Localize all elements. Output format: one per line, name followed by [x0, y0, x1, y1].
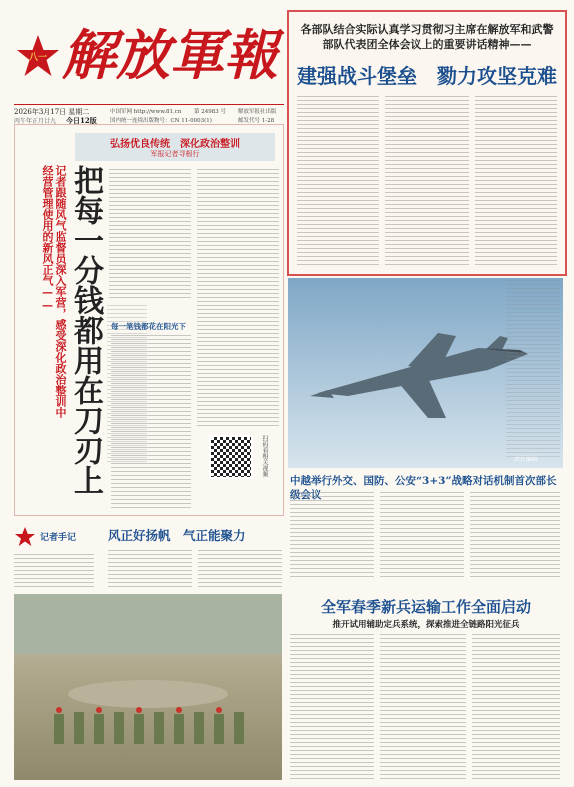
feature-body-col-1 [109, 169, 191, 299]
qr-caption: 扫码看相关视频 [261, 435, 268, 477]
bottom-story-col-2 [380, 634, 466, 780]
bottom-story-col-3 [472, 634, 560, 780]
serial-number: 第 24983 号 [194, 109, 226, 115]
masthead-rule [14, 104, 284, 105]
feature-banner [75, 133, 275, 161]
reporter-note-logo [14, 526, 94, 548]
lead-body-col-2 [385, 96, 469, 266]
mid-story-headline: 中越举行外交、国防、公安“3+3”战略对话机制首次部长级会议 [290, 475, 557, 501]
bottom-story-subhead: 推开试用辅助定兵系统，探索推进全链路阳光征兵 [332, 620, 520, 630]
feature-vertical-headline: 把每一分钱都用在刀刃上 [68, 165, 103, 495]
feature-body-col-3 [197, 169, 279, 429]
lead-headline: 建强战斗堡垒 勠力攻坚克难 [297, 64, 557, 88]
commentary-col-2 [108, 550, 192, 588]
photo-credit: 责任编辑 [514, 456, 539, 463]
lead-kicker: 各部队结合实际认真学习贯彻习主席在解放军和武警部队代表团全体会议上的重要讲话精神—— [300, 23, 554, 51]
banner-title: 弘扬优良传统 深化政治整训 [110, 139, 240, 150]
lunar-date: 丙午年正月廿九 [14, 118, 57, 125]
lead-body-col-3 [475, 96, 557, 266]
qr-code[interactable] [209, 435, 253, 479]
publisher: 解放军报社出版 [238, 109, 277, 115]
mid-story-col-1 [290, 492, 374, 580]
mid-story-col-3 [470, 492, 560, 580]
banner-subtitle: 军报记者寻根行 [150, 150, 200, 158]
lead-story-box [287, 10, 567, 276]
logo-star-text: 八一 [28, 53, 47, 63]
mid-story-col-2 [380, 492, 464, 580]
bottom-story-col-1 [290, 634, 374, 780]
issue-date: 2026年3月17日 星期二 [14, 108, 90, 116]
feature-vertical-subtitle: 记者跟随风气监督员深入军营，感受深化政治整训中经营管理使用的新风正气—— [41, 165, 67, 418]
reporter-note-label: 记者手记 [40, 533, 77, 543]
commentary-section [14, 520, 282, 590]
feature-section-head: 每一笔钱都花在阳光下 [111, 322, 186, 331]
website: 中国军网 http://www.81.cn [110, 109, 182, 115]
commentary-headline: 风正好扬帆 气正能聚力 [108, 528, 246, 543]
lead-body-col-1 [297, 96, 379, 266]
masthead-title: 解放軍報 [62, 23, 278, 87]
bottom-story-headline: 全军春季新兵运输工作全面启动 [320, 598, 531, 616]
commentary-col-3 [198, 550, 282, 588]
page-count: 今日12版 [66, 116, 97, 125]
star-logo-icon [16, 34, 60, 78]
left-feature-box [14, 124, 284, 516]
postal-code: 邮发代号 1-28 [238, 118, 275, 124]
masthead [14, 10, 284, 125]
commentary-col-1 [14, 554, 94, 588]
feature-body-col-2 [111, 335, 191, 510]
photo-caption-column [506, 280, 560, 460]
send-off-ceremony-photo [14, 594, 282, 780]
cn-number: 国内统一连续出版物号：CN 11-0003(1) [110, 118, 212, 124]
